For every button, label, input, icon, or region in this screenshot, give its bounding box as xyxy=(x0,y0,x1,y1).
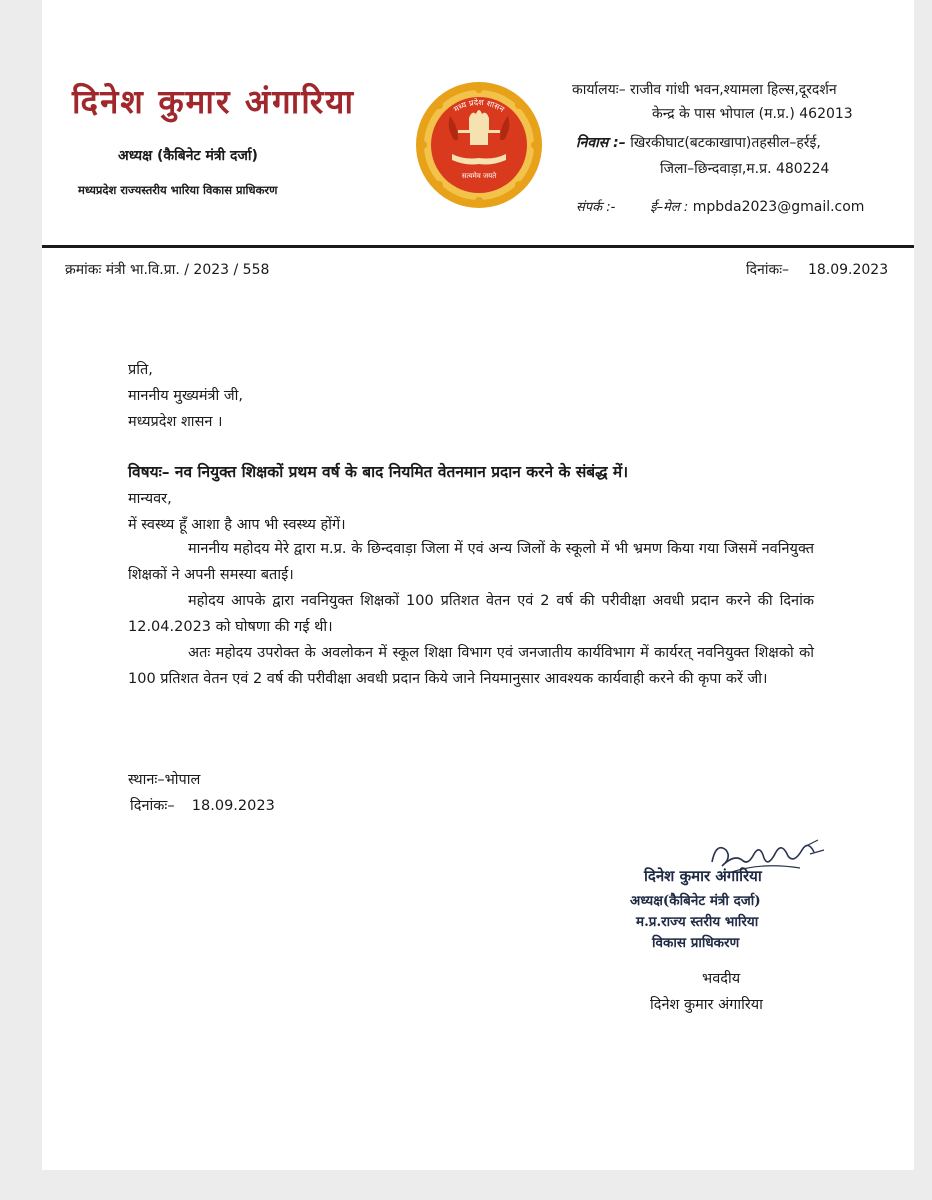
sender-name: दिनेश कुमार अंगारिया xyxy=(72,82,355,121)
reference-number xyxy=(65,260,269,279)
recipient-line1: माननीय मुख्यमंत्री जी, xyxy=(128,388,244,404)
sender-designation: अध्यक्ष (कैबिनेट मंत्री दर्जा) xyxy=(118,148,258,164)
reference-date-label: दिनांकः– xyxy=(746,262,790,278)
residence-address-line1 xyxy=(576,133,821,152)
reference-date-value: 18.09.2023 xyxy=(807,262,889,278)
letter-page xyxy=(42,0,914,1170)
letter-subject: विषयः– नव नियुक्त शिक्षकों प्रथम वर्ष के बाद नियमित वेतनमान प्रदान करने के संबंद्ध में। xyxy=(128,463,629,481)
reference-number-label: क्रमांकः xyxy=(65,262,102,278)
mp-govt-emblem xyxy=(414,80,544,210)
office-address-line1 xyxy=(572,80,837,99)
email-label: ई–मेल : xyxy=(650,200,689,215)
footer-date-label: दिनांकः– xyxy=(130,798,175,814)
contact-line xyxy=(576,197,864,215)
closing: भवदीय xyxy=(702,971,741,987)
svg-text:मध्य प्रदेश शासन: मध्य प्रदेश शासन xyxy=(452,97,506,114)
header-divider xyxy=(42,245,914,248)
sender-organization: मध्यप्रदेश राज्यस्तरीय भारिया विकास प्राधिकरण xyxy=(78,183,278,197)
body-paragraph-3: अतः महोदय उपरोक्त के अवलोकन में स्कूल शिक्षा विभाग एवं जनजातीय कार्यविभाग में कार्यरत् नवनियुक्त शिक्षको को 100 प्रतिशत वेतन एवं 2 वर्ष की परीवीक्षा अवधी प्रदान किये जाने नियमानुसार आवश्यक कार्यवाही करने की कृपा करें जी। xyxy=(128,645,814,687)
email-address: mpbda2023@gmail.com xyxy=(692,199,865,215)
signatory-name: दिनेश कुमार अंगारिया xyxy=(650,997,763,1013)
office-line1: राजीव गांधी भवन,श्यामला हिल्स,दूरदर्शन xyxy=(630,82,837,98)
residence-label: निवास :– xyxy=(576,135,626,151)
office-label: कार्यालयः– xyxy=(572,82,626,98)
residence-line2: जिला–छिन्दवाड़ा,म.प्र. 480224 xyxy=(660,161,830,177)
footer-date xyxy=(130,795,275,815)
reference-date xyxy=(746,260,888,279)
contact-label: संपर्क :- xyxy=(576,200,616,215)
recipient-to: प्रति, xyxy=(128,362,153,378)
footer-date-value: 18.09.2023 xyxy=(191,798,275,814)
residence-line1: खिरकीघाट(बटकाखापा)तहसील–हर्रई, xyxy=(630,135,821,151)
body-paragraph-2: महोदय आपके द्वारा नवनियुक्त शिक्षकों 100 प्रतिशत वेतन एवं 2 वर्ष की परीवीक्षा अवधी प्रदान करने की दिनांक 12.04.2023 को घोषणा की गई थी। xyxy=(128,593,814,635)
office-line2: केन्द्र के पास भोपाल (म.प्र.) 462013 xyxy=(652,106,853,122)
recipient-line2: मध्यप्रदेश शासन । xyxy=(128,414,223,430)
place: स्थानः–भोपाल xyxy=(128,772,201,788)
seal-line4: विकास प्राधिकरण xyxy=(652,935,740,951)
svg-text:सत्यमेव जयते: सत्यमेव जयते xyxy=(461,172,497,180)
seal-line3: म.प्र.राज्य स्तरीय भारिया xyxy=(636,914,759,930)
body-paragraph-1: माननीय महोदय मेरे द्वारा म.प्र. के छिन्दवाड़ा जिला में एवं अन्य जिलों के स्कूलो में भी भ्रमण किया गया जिसमें नवनियुक्त शिक्षकों ने अपनी समस्या बताई। xyxy=(128,541,814,583)
reference-number-value: मंत्री भा.वि.प्रा. / 2023 / 558 xyxy=(105,262,270,278)
salutation: मान्यवर, xyxy=(128,491,172,507)
seal-line1: दिनेश कुमार अंगारिया xyxy=(644,867,762,885)
opening-line: में स्वस्थ्य हूँ आशा है आप भी स्वस्थ्य होंगें। xyxy=(128,517,346,533)
seal-line2: अध्यक्ष(कैबिनेट मंत्री दर्जा) xyxy=(630,893,761,909)
